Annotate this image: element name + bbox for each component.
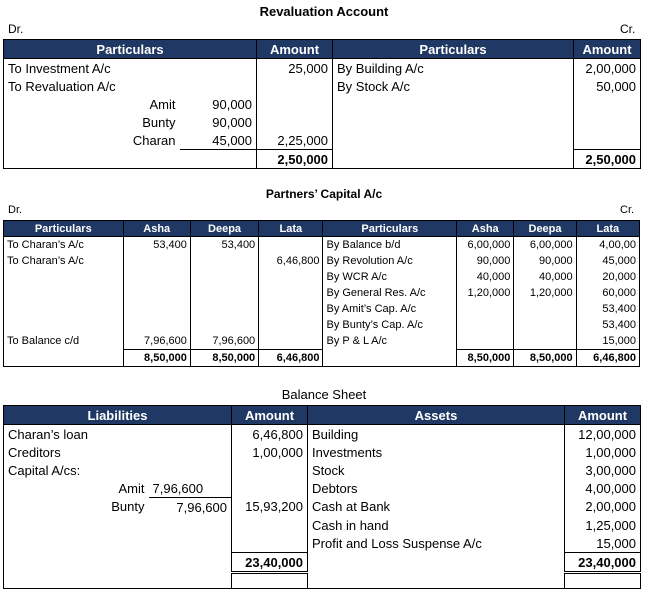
balance-sheet-asset-amount: 2,00,000 xyxy=(565,498,641,517)
capital-header-lata-right: Lata xyxy=(576,221,639,237)
table-row xyxy=(4,461,641,479)
revaluation-dr-label: Dr. xyxy=(8,22,24,36)
capital-cell xyxy=(4,269,124,285)
capital-cell xyxy=(4,317,124,333)
revaluation-right-amount xyxy=(574,113,641,131)
table-row xyxy=(4,498,641,517)
capital-cell: By General Res. A/c xyxy=(323,285,457,301)
capital-total-deepa-left: 8,50,000 xyxy=(190,350,258,367)
balance-sheet-liability-amount: 1,00,000 xyxy=(232,443,308,461)
capital-total-lata-right: 6,46,800 xyxy=(576,350,639,367)
balance-sheet-partner-name: Bunty xyxy=(111,499,145,515)
balance-sheet-asset: Cash in hand xyxy=(308,516,565,534)
revaluation-header-particulars-right: Particulars xyxy=(333,40,574,59)
table-row xyxy=(4,253,640,269)
balance-sheet-liability: Capital A/cs: xyxy=(8,462,81,478)
table-row xyxy=(4,95,641,113)
balance-sheet-liability-amount: 6,46,800 xyxy=(232,425,308,444)
balance-sheet-asset: Profit and Loss Suspense A/c xyxy=(308,534,565,553)
capital-header-particulars-right: Particulars xyxy=(323,221,457,237)
capital-cell: 6,00,000 xyxy=(514,237,576,254)
table-row xyxy=(4,301,640,317)
balance-sheet-asset-amount: 1,25,000 xyxy=(565,516,641,534)
capital-header-particulars-left: Particulars xyxy=(4,221,124,237)
balance-sheet-liability-amount xyxy=(232,516,308,534)
table-row xyxy=(4,131,641,150)
capital-cell xyxy=(259,301,323,317)
revaluation-right-particular xyxy=(333,95,574,113)
revaluation-left-particular: To Investment A/c xyxy=(8,60,111,76)
balance-sheet-asset: Debtors xyxy=(308,479,565,498)
balance-sheet-liability xyxy=(4,516,232,534)
capital-cell: By Amit’s Cap. A/c xyxy=(323,301,457,317)
capital-cell xyxy=(190,301,258,317)
capital-cell: 60,000 xyxy=(576,285,639,301)
capital-cell xyxy=(259,317,323,333)
revaluation-header-row xyxy=(4,40,641,59)
capital-cell: 15,000 xyxy=(576,333,639,350)
capital-cell xyxy=(514,301,576,317)
capital-cell: 6,46,800 xyxy=(259,253,323,269)
revaluation-right-amount: 2,00,000 xyxy=(574,59,641,78)
balance-sheet-spacer-row xyxy=(4,573,641,589)
balance-sheet-asset: Investments xyxy=(308,443,565,461)
revaluation-partner-share: 90,000 xyxy=(212,114,253,130)
table-row xyxy=(4,479,641,498)
table-row xyxy=(4,59,641,78)
revaluation-total-left: 2,50,000 xyxy=(257,150,333,169)
balance-sheet-liability-amount xyxy=(232,461,308,479)
revaluation-right-amount xyxy=(574,95,641,113)
revaluation-left-amount xyxy=(257,113,333,131)
revaluation-partner-name: Charan xyxy=(132,132,176,148)
balance-sheet-total-liabilities: 23,40,000 xyxy=(232,553,308,573)
revaluation-partner-share: 90,000 xyxy=(212,96,253,112)
balance-sheet-liability-amount xyxy=(232,534,308,553)
capital-cell xyxy=(457,333,514,350)
balance-sheet-liability: Creditors xyxy=(8,444,61,460)
balance-sheet-asset: Building xyxy=(308,425,565,444)
balance-sheet-asset-amount: 3,00,000 xyxy=(565,461,641,479)
balance-sheet-asset: Cash at Bank xyxy=(308,498,565,517)
capital-cell: 40,000 xyxy=(514,269,576,285)
balance-sheet-partner-capital: 7,96,600 xyxy=(152,480,204,496)
capital-total-asha-right: 8,50,000 xyxy=(457,350,514,367)
balance-sheet-liability xyxy=(4,534,232,553)
revaluation-total-row xyxy=(4,150,641,169)
capital-header-row xyxy=(4,221,640,237)
capital-cell xyxy=(259,285,323,301)
balance-sheet-header-row xyxy=(4,406,641,425)
capital-title: Partners’ Capital A/c xyxy=(265,187,383,201)
table-row xyxy=(4,285,640,301)
capital-header-asha-left: Asha xyxy=(123,221,190,237)
revaluation-partner-name: Bunty xyxy=(142,114,176,130)
capital-cell xyxy=(4,301,124,317)
revaluation-right-amount: 50,000 xyxy=(574,77,641,95)
revaluation-table xyxy=(3,39,641,169)
table-row xyxy=(4,113,641,131)
table-row xyxy=(4,269,640,285)
capital-cell: 53,400 xyxy=(576,317,639,333)
revaluation-title: Revaluation Account xyxy=(259,4,389,19)
balance-sheet-header-liabilities: Liabilities xyxy=(4,406,232,425)
balance-sheet-total-row xyxy=(4,553,641,573)
capital-header-deepa-left: Deepa xyxy=(190,221,258,237)
capital-cell: 1,20,000 xyxy=(457,285,514,301)
balance-sheet-asset-amount: 12,00,000 xyxy=(565,425,641,444)
balance-sheet-asset-amount: 15,000 xyxy=(565,534,641,553)
revaluation-left-amount: 25,000 xyxy=(257,59,333,78)
balance-sheet-asset-amount: 4,00,000 xyxy=(565,479,641,498)
balance-sheet-header-assets: Assets xyxy=(308,406,565,425)
capital-cell: 90,000 xyxy=(514,253,576,269)
capital-cell xyxy=(123,317,190,333)
capital-cell: 53,400 xyxy=(190,237,258,254)
capital-header-deepa-right: Deepa xyxy=(514,221,576,237)
revaluation-header-amount-right: Amount xyxy=(574,40,641,59)
capital-cell: By Revolution A/c xyxy=(323,253,457,269)
balance-sheet-total-assets: 23,40,000 xyxy=(565,553,641,573)
capital-total-row xyxy=(4,350,640,367)
revaluation-left-particular: To Revaluation A/c xyxy=(8,78,116,94)
balance-sheet-header-amount-right: Amount xyxy=(565,406,641,425)
table-row xyxy=(4,443,641,461)
capital-cell xyxy=(259,269,323,285)
capital-cell xyxy=(514,333,576,350)
revaluation-cr-label: Cr. xyxy=(620,22,636,36)
table-row xyxy=(4,534,641,553)
capital-cell xyxy=(123,285,190,301)
capital-cell: 7,96,600 xyxy=(190,333,258,350)
capital-cell: 6,00,000 xyxy=(457,237,514,254)
capital-cell: 7,96,600 xyxy=(123,333,190,350)
capital-cr-label: Cr. xyxy=(620,204,635,216)
revaluation-right-particular xyxy=(333,113,574,131)
capital-cell: By Bunty’s Cap. A/c xyxy=(323,317,457,333)
capital-cell: By P & L A/c xyxy=(323,333,457,350)
capital-cell xyxy=(4,285,124,301)
balance-sheet-liability-amount: 15,93,200 xyxy=(232,498,308,517)
balance-sheet-asset: Stock xyxy=(308,461,565,479)
balance-sheet-liability: Charan’s loan xyxy=(8,426,88,442)
capital-cell xyxy=(457,317,514,333)
capital-cell xyxy=(123,269,190,285)
revaluation-total-right: 2,50,000 xyxy=(574,150,641,169)
capital-table xyxy=(3,220,640,367)
balance-sheet-table xyxy=(3,405,641,589)
balance-sheet-partner-name: Amit xyxy=(118,480,145,496)
capital-cell xyxy=(190,253,258,269)
revaluation-right-particular xyxy=(333,131,574,150)
capital-cell: 4,00,00 xyxy=(576,237,639,254)
revaluation-right-particular: By Building A/c xyxy=(333,59,574,78)
capital-total-deepa-right: 8,50,000 xyxy=(514,350,576,367)
revaluation-partner-name: Amit xyxy=(149,96,176,112)
revaluation-left-amount xyxy=(257,95,333,113)
capital-header-lata-left: Lata xyxy=(259,221,323,237)
capital-cell: 53,400 xyxy=(123,237,190,254)
revaluation-left-amount: 2,25,000 xyxy=(257,131,333,150)
balance-sheet-partner-capital: 7,96,600 xyxy=(149,498,232,517)
capital-cell: By WCR A/c xyxy=(323,269,457,285)
capital-dr-label: Dr. xyxy=(8,204,23,216)
table-row xyxy=(4,516,641,534)
capital-cell xyxy=(190,269,258,285)
revaluation-left-amount xyxy=(257,77,333,95)
capital-cell: 53,400 xyxy=(576,301,639,317)
capital-cell xyxy=(123,253,190,269)
revaluation-right-amount xyxy=(574,131,641,150)
capital-cell: 40,000 xyxy=(457,269,514,285)
revaluation-header-amount-left: Amount xyxy=(257,40,333,59)
revaluation-header-particulars-left: Particulars xyxy=(4,40,257,59)
capital-cell xyxy=(259,333,323,350)
capital-cell: 45,000 xyxy=(576,253,639,269)
table-row xyxy=(4,237,640,254)
table-row xyxy=(4,317,640,333)
table-row xyxy=(4,77,641,95)
balance-sheet-header-amount-left: Amount xyxy=(232,406,308,425)
capital-cell xyxy=(457,301,514,317)
capital-cell: To Charan’s A/c xyxy=(7,239,84,251)
capital-cell: 1,20,000 xyxy=(514,285,576,301)
capital-total-asha-left: 8,50,000 xyxy=(123,350,190,367)
revaluation-right-particular: By Stock A/c xyxy=(333,77,574,95)
table-row xyxy=(4,333,640,350)
capital-cell: 90,000 xyxy=(457,253,514,269)
capital-cell: To Balance c/d xyxy=(7,335,80,348)
capital-cell: 20,000 xyxy=(576,269,639,285)
capital-total-lata-left: 6,46,800 xyxy=(259,350,323,367)
table-row xyxy=(4,425,641,444)
balance-sheet-asset-amount: 1,00,000 xyxy=(565,443,641,461)
capital-header-asha-right: Asha xyxy=(457,221,514,237)
capital-cell xyxy=(514,317,576,333)
capital-cell: To Charan’s A/c xyxy=(7,255,84,267)
capital-cell xyxy=(190,317,258,333)
capital-cell xyxy=(123,301,190,317)
balance-sheet-liability-amount xyxy=(232,479,308,498)
capital-cell xyxy=(259,237,323,254)
revaluation-partner-share: 45,000 xyxy=(180,131,257,150)
capital-cell: By Balance b/d xyxy=(323,237,457,254)
balance-sheet-title: Balance Sheet xyxy=(281,387,367,402)
capital-cell xyxy=(190,285,258,301)
